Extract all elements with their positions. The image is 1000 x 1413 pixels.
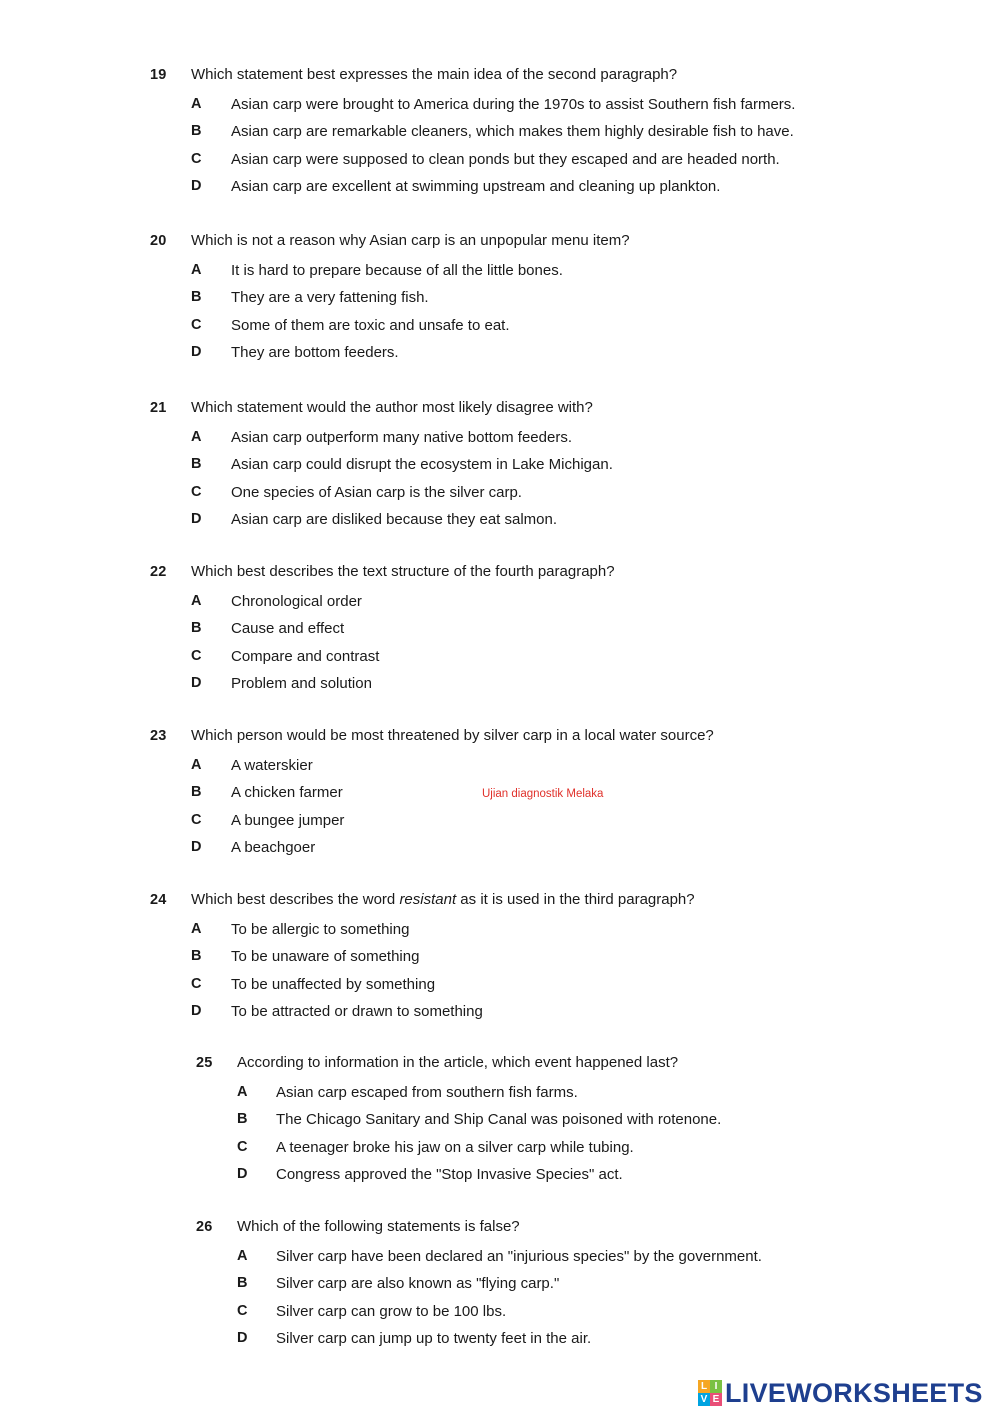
option-text: The Chicago Sanitary and Ship Canal was poisoned with rotenone.: [276, 1111, 722, 1129]
question-number: 25: [196, 1055, 213, 1071]
question-22: [0, 561, 1000, 697]
option-letter: D: [191, 510, 202, 527]
question-26: [0, 1216, 1000, 1352]
option-letter: D: [191, 177, 202, 194]
option-d[interactable]: [0, 1161, 1000, 1188]
question-header: [0, 889, 1000, 911]
option-d[interactable]: [0, 834, 1000, 861]
question-text: Which of the following statements is false?: [237, 1218, 520, 1235]
option-d[interactable]: [0, 998, 1000, 1025]
option-letter: D: [191, 1002, 202, 1019]
option-text: They are bottom feeders.: [231, 343, 399, 361]
option-a[interactable]: [0, 752, 1000, 779]
option-letter: C: [237, 1138, 248, 1155]
question-text: Which person would be most threatened by silver carp in a local water source?: [191, 727, 714, 744]
question-header: [0, 561, 1000, 583]
option-text: Silver carp are also known as "flying carp.": [276, 1275, 560, 1293]
option-b[interactable]: [0, 615, 1000, 642]
option-a[interactable]: [0, 1243, 1000, 1270]
option-c[interactable]: [0, 479, 1000, 506]
option-letter: D: [237, 1165, 248, 1182]
option-text: They are a very fattening fish.: [231, 289, 429, 307]
liveworksheets-brand[interactable]: [698, 1378, 983, 1408]
option-text: A waterskier: [231, 757, 313, 774]
option-letter: B: [191, 123, 202, 140]
option-text: Asian carp are remarkable cleaners, which makes them highly desirable fish to have.: [231, 123, 794, 141]
question-text-before: Which best describes the word: [191, 891, 400, 908]
option-text: A teenager broke his jaw on a silver carp while tubing.: [276, 1138, 634, 1156]
option-text: Chronological order: [231, 593, 362, 610]
option-c[interactable]: [0, 971, 1000, 998]
option-b[interactable]: [0, 284, 1000, 311]
question-text: According to information in the article, which event happened last?: [237, 1054, 679, 1071]
option-letter: B: [191, 948, 202, 965]
option-letter: C: [191, 647, 202, 664]
option-text: Congress approved the "Stop Invasive Species" act.: [276, 1165, 623, 1183]
option-d[interactable]: [0, 339, 1000, 366]
option-letter: C: [191, 150, 202, 167]
option-letter: A: [191, 757, 202, 773]
option-c[interactable]: [0, 807, 1000, 834]
option-letter: C: [237, 1302, 248, 1319]
option-text: Asian carp could disrupt the ecosystem in Lake Michigan.: [231, 456, 613, 474]
question-text: [191, 889, 695, 911]
option-d[interactable]: [0, 506, 1000, 533]
option-b[interactable]: [0, 943, 1000, 970]
option-a[interactable]: [0, 91, 1000, 118]
option-text: A bungee jumper: [231, 811, 345, 829]
question-text-italic-word: resistant: [399, 891, 457, 908]
option-letter: D: [191, 674, 202, 691]
option-letter: B: [191, 456, 202, 473]
logo-letter-i: I: [710, 1380, 722, 1393]
option-b[interactable]: [0, 1270, 1000, 1297]
option-letter: A: [237, 1084, 248, 1100]
question-header: [0, 1216, 1000, 1238]
option-c[interactable]: [0, 146, 1000, 173]
question-header: [0, 725, 1000, 747]
option-text: Silver carp have been declared an "injurious species" by the government.: [276, 1248, 762, 1265]
option-text: Problem and solution: [231, 674, 372, 692]
option-c[interactable]: [0, 312, 1000, 339]
question-25: [0, 1052, 1000, 1188]
option-d[interactable]: [0, 1325, 1000, 1352]
question-number: 26: [196, 1219, 213, 1235]
question-text: Which statement would the author most likely disagree with?: [191, 399, 593, 416]
question-number: 24: [150, 892, 167, 908]
option-text: Asian carp are disliked because they eat salmon.: [231, 510, 558, 528]
option-c[interactable]: [0, 1298, 1000, 1325]
option-letter: A: [237, 1248, 248, 1264]
option-text: A beachgoer: [231, 838, 316, 856]
option-letter: B: [191, 784, 202, 801]
question-text: Which is not a reason why Asian carp is an unpopular menu item?: [191, 232, 630, 249]
question-header: [0, 64, 1000, 86]
option-letter: A: [191, 96, 202, 112]
question-number: 23: [150, 728, 167, 744]
option-b[interactable]: [0, 118, 1000, 145]
option-c[interactable]: [0, 1134, 1000, 1161]
option-a[interactable]: [0, 424, 1000, 451]
option-text: One species of Asian carp is the silver carp.: [231, 483, 522, 501]
logo-letter-l: L: [698, 1380, 710, 1393]
question-21: [0, 397, 1000, 533]
question-number: 21: [150, 400, 167, 416]
option-a[interactable]: [0, 257, 1000, 284]
liveworksheets-logo-icon: [698, 1380, 722, 1406]
question-header: [0, 230, 1000, 252]
option-text: Asian carp were brought to America during the 1970s to assist Southern fish farmers.: [231, 96, 796, 113]
question-header: [0, 397, 1000, 419]
option-text: To be attracted or drawn to something: [231, 1002, 483, 1020]
option-text: A chicken farmer: [231, 784, 343, 802]
option-text: Asian carp were supposed to clean ponds but they escaped and are headed north.: [231, 150, 780, 168]
logo-letter-v: V: [698, 1393, 710, 1406]
option-text: Asian carp outperform many native bottom feeders.: [231, 429, 573, 446]
watermark-note: Ujian diagnostik Melaka: [482, 788, 604, 800]
option-letter: A: [191, 921, 202, 937]
option-text: It is hard to prepare because of all the little bones.: [231, 262, 563, 279]
option-letter: B: [191, 620, 202, 637]
question-header: [0, 1052, 1000, 1074]
option-text: Compare and contrast: [231, 647, 380, 665]
option-letter: B: [237, 1275, 248, 1292]
option-letter: B: [191, 289, 202, 306]
option-letter: B: [237, 1111, 248, 1128]
question-text-after: as it is used in the third paragraph?: [456, 891, 695, 908]
option-letter: C: [191, 483, 202, 500]
option-text: Asian carp are excellent at swimming upstream and cleaning up plankton.: [231, 177, 721, 195]
option-letter: D: [191, 343, 202, 360]
option-d[interactable]: [0, 173, 1000, 200]
option-letter: C: [191, 811, 202, 828]
option-text: Silver carp can grow to be 100 lbs.: [276, 1302, 507, 1320]
option-d[interactable]: [0, 670, 1000, 697]
option-text: To be unaware of something: [231, 948, 420, 966]
option-letter: C: [191, 975, 202, 992]
option-letter: A: [191, 429, 202, 445]
option-text: To be allergic to something: [231, 921, 410, 938]
option-letter: D: [237, 1329, 248, 1346]
option-a[interactable]: [0, 1079, 1000, 1106]
option-text: Asian carp escaped from southern fish farms.: [276, 1084, 578, 1101]
option-letter: A: [191, 262, 202, 278]
question-number: 20: [150, 233, 167, 249]
question-number: 19: [150, 67, 167, 83]
option-a[interactable]: [0, 916, 1000, 943]
option-a[interactable]: [0, 588, 1000, 615]
option-text: Cause and effect: [231, 620, 345, 638]
question-19: [0, 64, 1000, 200]
option-text: Silver carp can jump up to twenty feet in the air.: [276, 1329, 592, 1347]
question-20: [0, 230, 1000, 366]
logo-letter-e: E: [710, 1393, 722, 1406]
question-text: Which best describes the text structure of the fourth paragraph?: [191, 563, 615, 580]
question-text: Which statement best expresses the main idea of the second paragraph?: [191, 66, 678, 83]
brand-name: LIVEWORKSHEETS: [725, 1377, 983, 1408]
option-letter: A: [191, 593, 202, 609]
option-letter: C: [191, 316, 202, 333]
option-letter: D: [191, 838, 202, 855]
option-b[interactable]: [0, 1106, 1000, 1133]
question-number: 22: [150, 564, 167, 580]
option-c[interactable]: [0, 643, 1000, 670]
question-24: [0, 889, 1000, 1025]
option-text: Some of them are toxic and unsafe to eat.: [231, 316, 510, 334]
option-b[interactable]: [0, 451, 1000, 478]
option-text: To be unaffected by something: [231, 975, 436, 993]
